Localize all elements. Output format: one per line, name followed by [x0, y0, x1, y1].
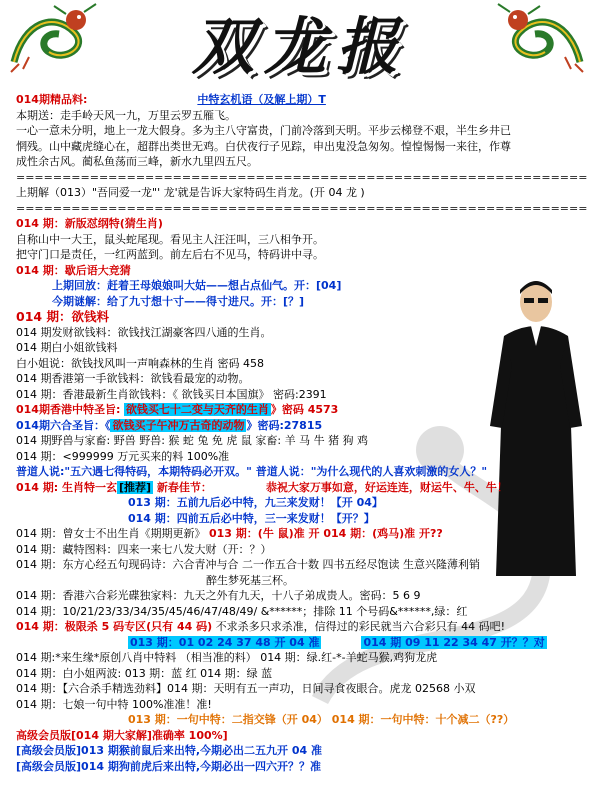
text-line: 013 期：五前九后必中特，九三来发财！【开 04】 [128, 496, 383, 509]
text-line: 自称山中一大王，鼠头蛇尾现。看见主人汪汪叫，三八相争开。 [16, 232, 324, 246]
text-line: 新春佳节： [153, 480, 212, 494]
text-line: 014 期：白小姐两波: 013 期：蓝 红 014 期：绿 蓝 [16, 666, 273, 680]
highlight-text: 013 期：01 02 24 37 48 开 04 准 [130, 635, 320, 649]
text-line: 014 期：七娘一句中特 100%准准！准! [16, 697, 212, 711]
text-line: 》密码:27815 [246, 418, 323, 432]
text-line: 014 期香港第一手欲钱料：欲钱看最宠的动物。 [16, 372, 250, 385]
text-line: 013 期：(牛 鼠)准 开 014 期：(鸡马)准 开?? [209, 527, 443, 540]
text-line: 013 期：一句中特：二指交锋（开 04） 014 期：一句中特：十个减二（??） [128, 713, 515, 726]
text-line: 014 期：【六合杀手精选劲料】014 期：天明有五一声功，日间寻食夜眼合。虎龙 02568 小双 [16, 682, 476, 695]
text-line: 把守门口是责任，一红两蓝到。前左后右不见马，特码讲中寻。 [16, 248, 324, 261]
text-line: 014 期: 生肖特一玄 [16, 480, 118, 494]
text-line: 014 期：四前五后必中特，三一来发财！【开？】 [128, 511, 375, 525]
text-line: 醉生梦死基三杯。 [206, 573, 294, 587]
text-line: 今期谜解：给了九寸想十寸——得寸进尺。开：[？] [52, 294, 305, 308]
dragon-right-icon [480, 2, 590, 82]
highlight-text: 欲钱买七十二变与天齐的生肖 [125, 403, 269, 416]
highlight-text: 欲钱买子午冲万古奇的动物 [112, 418, 245, 432]
masthead-title: 双龙报 [191, 10, 408, 83]
text-line: 014期六合圣旨：《 [16, 418, 111, 432]
recommend-badge: [推荐] [119, 480, 152, 494]
text-line: 014 期发财欲钱料：欲钱找江湖豪客四八通的生肖。 [16, 325, 272, 339]
text-line: 014 期：10/21/23/33/34/35/45/46/47/48/49/ &******；排除 11 个号码&******,绿：红 [16, 604, 468, 618]
text-line: 014 期：香港六合彩光碟独家料：九天之外有九天，十八子弟成贵人。密码：5 6 9 [16, 589, 421, 602]
text-line: [高级会员版]013 期猴前鼠后来出特,今期必出二五九开 04 准 [16, 744, 322, 757]
text-line: 014 期：香港最新生肖欲钱料：《 欲钱买日本国旗》 密码:2391 [16, 387, 327, 401]
text-line: 014 期白小姐欲钱料 [16, 341, 118, 354]
section-label: 014期精品料: [16, 93, 88, 106]
text-line: 成性余古风。蔺私鱼荡而三峰，新水九里四五尺。 [16, 155, 258, 168]
text-line: 上期解（013）"吾同爱一龙"' 龙'就是告诉大家特码生肖龙。(开 04 龙 ) [16, 186, 365, 199]
text-line: 014 期:*来生缘*原创八肖中特料 （相当准的料） 014 期：绿.红-*-羊蛇马猴,鸡狗龙虎 [16, 651, 438, 664]
text-line: 014期香港中特圣旨: [16, 403, 121, 416]
text-line: 014 期： [16, 620, 65, 633]
text-line: 014 期野兽与家畜: 野兽 野兽: 猴 蛇 兔 免 虎 鼠 家畜: 羊 马 牛 猪 狗 鸡 [16, 434, 369, 447]
section-subtitle: 中特玄机语（及解上期）T [197, 93, 326, 106]
section-heading: 014 期：新版怼纲特(猜生肖) [16, 217, 163, 230]
greeting-text: 恭祝大家万事如意，好运连连，财运牛、牛、牛！ [265, 480, 508, 494]
divider: ============================================================== [16, 201, 588, 215]
text-line: 014 期：曾女士不出生肖《期期更新》 [16, 527, 206, 540]
text-line: 014 期：<999999 万元买来的料 100%准 [16, 449, 230, 463]
text-line: 本期送：走手岭天风一九，万里云罗五雁飞。 [16, 108, 236, 122]
text-line: 普道人说:"五六遇七得特码，本期特码必开双。" 普道人说："为什么现代的人喜欢刺激的女人？" [16, 465, 488, 478]
article-body [16, 92, 588, 774]
section-heading: 014 期：欲钱料 [16, 309, 109, 324]
dragon-left-icon [4, 2, 114, 82]
text-line: 不求杀多只求杀准，信得过的彩民就当六合彩只有 44 码吧! [215, 620, 506, 633]
text-line: 白小姐说：欲钱找风叫一声响森林的生肖 密码 458 [16, 356, 264, 370]
section-heading: 高级会员版[014 期大家解]准确率 100%] [16, 728, 228, 742]
text-line: 014 期：藏特图料：四来一来七八发大财（开：？） [16, 542, 272, 556]
text-line: 一心一意未分明，地上一龙大假身。多为主八守富贵，门前冷落到天明。平步云梯登不艰，半生乡井已 [16, 124, 511, 137]
text-line: 惘残。山中藏虎缝心在，超群出类世无鸡。白伏夜行子见踪，申出鬼没急匆匆。惶惶惕惕一来往，作尊 [16, 139, 511, 153]
text-line: [高级会员版]014 期狗前虎后来出特,今期必出一四六开？？准 [16, 759, 322, 773]
text-line: 》密码 4573 [270, 403, 339, 416]
section-heading: 014 期：歇后语大竞猜 [16, 263, 131, 277]
text-line: 极限杀 5 码专区(只有 44 码) [64, 620, 213, 633]
text-line: 014 期：东方心经五句现码诗：六合青冲与合 二一作五合十数 四书五经尽饱读 生意兴隆薄利销 [16, 558, 480, 571]
highlight-text: 014 期 09 11 22 34 47 开？？对 [363, 635, 545, 649]
text-line: 上期回放：赶着王母娘娘叫大姑——想占点仙气。开：[04] [52, 279, 342, 292]
divider: ============================================================== [16, 170, 588, 184]
